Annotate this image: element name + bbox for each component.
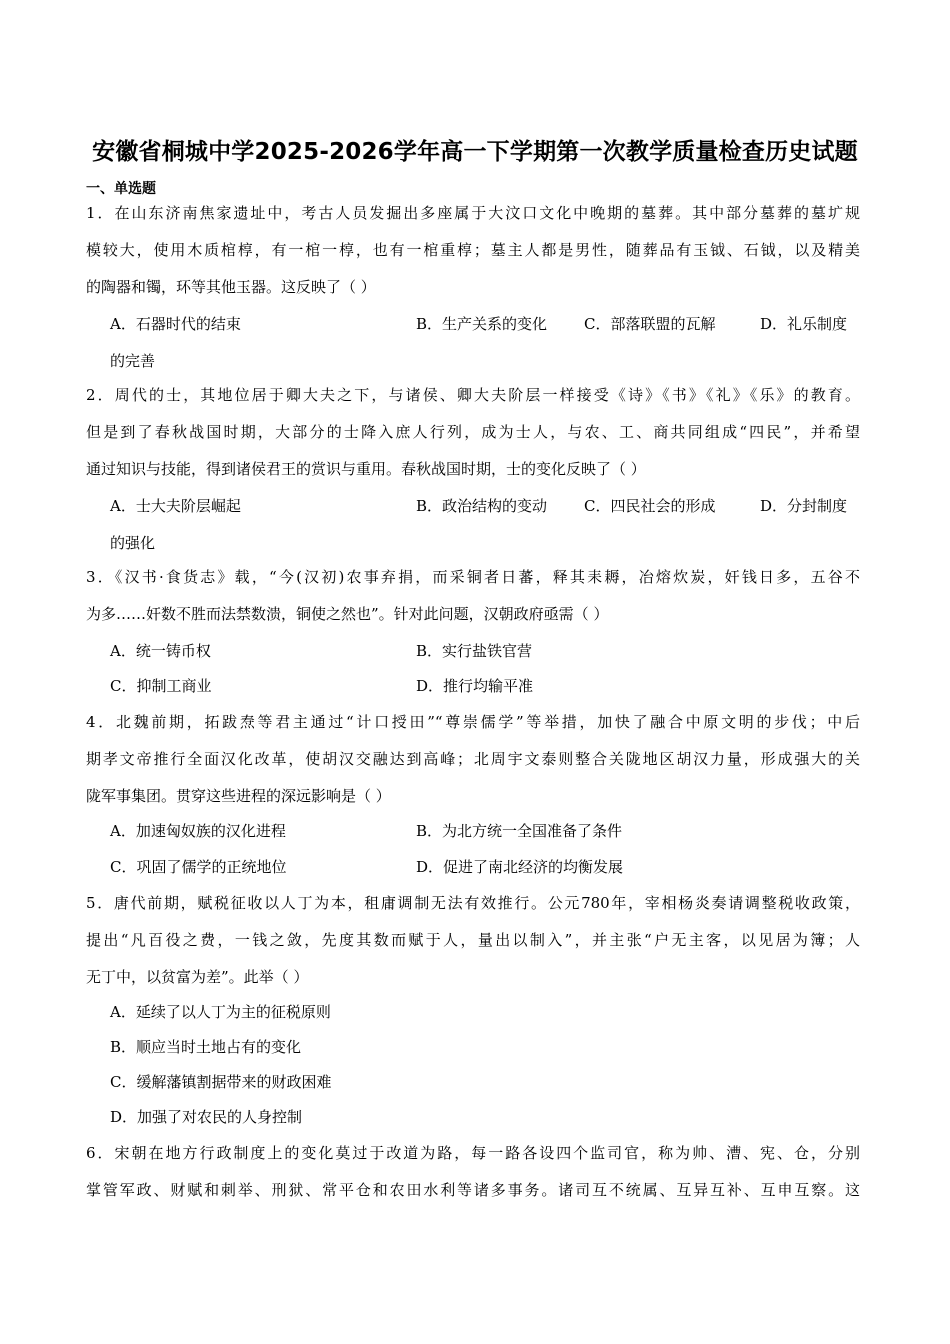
- q5-line-2: 提出“凡百役之费，一钱之敛，先度其数而赋于人，量出以制入”，并主张“户无主客，以见居为簿；人: [86, 931, 860, 949]
- q2-option-c[interactable]: C．四民社会的形成: [584, 497, 716, 515]
- q5-line-1: 5．唐代前期，赋税征收以人丁为本，租庸调制无法有效推行。公元780年，宰相杨炎奏请调整税收政策，: [86, 894, 860, 912]
- q5-option-c[interactable]: C．缓解藩镇割据带来的财政困难: [110, 1073, 332, 1091]
- section-heading: 一、单选题: [86, 181, 156, 197]
- q1-option-a[interactable]: A．石器时代的结束: [110, 315, 241, 333]
- q2-option-a[interactable]: A．士大夫阶层崛起: [110, 497, 241, 515]
- q5-line-3: 无丁中，以贫富为差”。此举（ ）: [86, 968, 309, 986]
- q1-line-2: 模较大，使用木质棺椁，有一棺一椁，也有一棺重椁；墓主人都是男性，随葬品有玉钺、石钺，以及精美: [86, 241, 860, 259]
- q2-option-d[interactable]: D．分封制度: [760, 497, 848, 515]
- q1-option-d-continued: 的完善: [110, 352, 156, 370]
- q4-line-1: 4．北魏前期，拓跋焘等君主通过“计口授田”“尊崇儒学”等举措，加快了融合中原文明的步伐；中后: [86, 713, 860, 731]
- q5-option-b[interactable]: B．顺应当时土地占有的变化: [110, 1038, 302, 1056]
- q1-line-3: 的陶器和镯，环等其他玉器。这反映了（ ）: [86, 278, 376, 296]
- q6-line-2: 掌管军政、财赋和刺举、刑狱、常平仓和农田水利等诸多事务。诸司互不统属、互异互补、互申互察。这: [86, 1181, 860, 1199]
- q1-line-1: 1．在山东济南焦家遗址中，考古人员发掘出多座属于大汶口文化中晚期的墓葬。其中部分墓葬的墓圹规: [86, 204, 860, 222]
- q4-option-d[interactable]: D．促进了南北经济的均衡发展: [416, 858, 624, 876]
- q2-line-2: 但是到了春秋战国时期，大部分的士降入庶人行列，成为士人，与农、工、商共同组成“四民”，并希望: [86, 423, 860, 441]
- q4-line-2: 期孝文帝推行全面汉化改革，使胡汉交融达到高峰；北周宇文泰则整合关陇地区胡汉力量，形成强大的关: [86, 750, 860, 768]
- q4-option-a[interactable]: A．加速匈奴族的汉化进程: [110, 822, 286, 840]
- q3-option-d[interactable]: D．推行均输平准: [416, 677, 534, 695]
- q4-option-c[interactable]: C．巩固了儒学的正统地位: [110, 858, 287, 876]
- q5-option-d[interactable]: D．加强了对农民的人身控制: [110, 1108, 303, 1126]
- q4-line-3: 陇军事集团。贯穿这些进程的深远影响是（ ）: [86, 787, 391, 805]
- q4-option-b[interactable]: B．为北方统一全国准备了条件: [416, 822, 623, 840]
- exam-title: 安徽省桐城中学2025-2026学年高一下学期第一次教学质量检查历史试题: [92, 139, 858, 165]
- q5-option-a[interactable]: A．延续了以人丁为主的征税原则: [110, 1003, 331, 1021]
- q3-option-a[interactable]: A．统一铸币权: [110, 642, 211, 660]
- q3-option-b[interactable]: B．实行盐铁官营: [416, 642, 533, 660]
- q6-line-1: 6．宋朝在地方行政制度上的变化莫过于改道为路，每一路各设四个监司官，称为帅、漕、宪、仓，分别: [86, 1144, 860, 1162]
- q3-line-1: 3．《汉书·食货志》载，“今(汉初)农事弃捐，而采铜者日蕃，释其耒耨，冶熔炊炭，奸钱日多，五谷不: [86, 568, 860, 586]
- q3-line-2: 为多……奸数不胜而法禁数溃，铜使之然也”。针对此问题，汉朝政府亟需（ ）: [86, 605, 609, 623]
- q1-option-b[interactable]: B．生产关系的变化: [416, 315, 548, 333]
- q2-option-d-continued: 的强化: [110, 534, 156, 552]
- q3-option-c[interactable]: C．抑制工商业: [110, 677, 212, 695]
- q2-option-b[interactable]: B．政治结构的变动: [416, 497, 548, 515]
- q2-line-3: 通过知识与技能，得到诸侯君王的赏识与重用。春秋战国时期，士的变化反映了（ ）: [86, 460, 646, 478]
- q2-line-1: 2．周代的士，其地位居于卿大夫之下，与诸侯、卿大夫阶层一样接受《诗》《书》《礼》《乐》的教育。: [86, 386, 860, 404]
- q1-option-d[interactable]: D．礼乐制度: [760, 315, 848, 333]
- q1-option-c[interactable]: C．部落联盟的瓦解: [584, 315, 716, 333]
